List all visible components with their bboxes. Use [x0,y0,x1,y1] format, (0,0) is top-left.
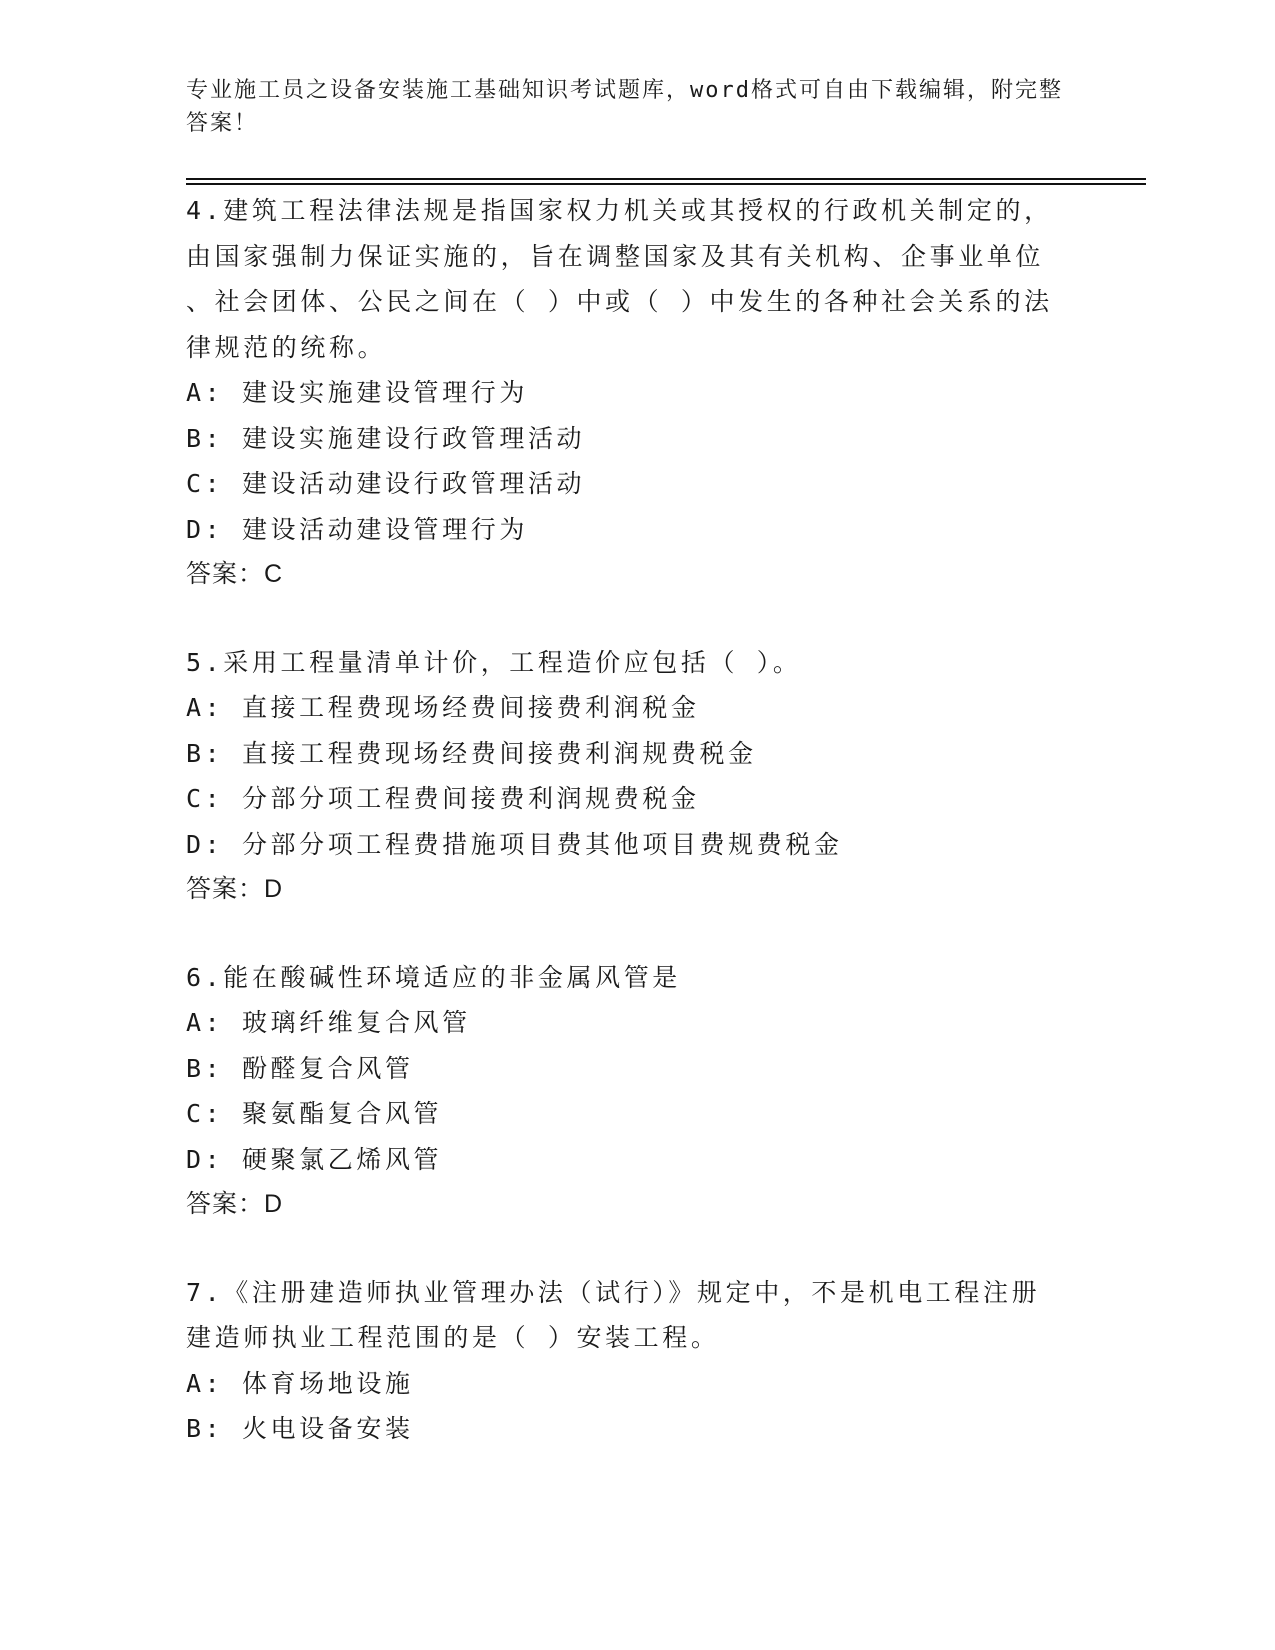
option-c: C: 分部分项工程费间接费利润规费税金 [186,784,700,813]
option-a: A: 体育场地设施 [186,1368,414,1398]
answer-label: 答案：D [186,1190,284,1218]
option-d: D: 建设活动建设管理行为 [186,514,528,544]
question-5 [186,640,1066,913]
document-header [186,74,1066,140]
option-a: A: 建设实施建设管理行为 [186,378,528,407]
question-text-line: 7.《注册建造师执业管理办法（试行）》规定中，不是机电工程注册 [186,1277,1041,1307]
option-b: B: 酚醛复合风管 [186,1053,414,1083]
question-text-line: 6.能在酸碱性环境适应的非金属风管是 [186,962,681,992]
question-text-line: 、社会团体、公民之间在（ ）中或（ ）中发生的各种社会关系的法 [186,287,1053,316]
option-b: B: 火电设备安装 [186,1414,414,1443]
answer-label: 答案：C [186,560,284,588]
question-text-line: 5.采用工程量清单计价，工程造价应包括（ ）。 [186,647,802,677]
header-text: 专业施工员之设备安装施工基础知识考试题库，word格式可自由下载编辑，附完整答案！ [186,78,1063,136]
question-text-line: 由国家强制力保证实施的，旨在调整国家及其有关机构、企事业单位 [186,241,1045,271]
question-text-line: 律规范的统称。 [186,332,387,362]
question-text-line: 4.建筑工程法律法规是指国家权力机关或其授权的行政机关制定的， [186,196,1053,225]
question-7 [186,1270,1066,1452]
option-a: A: 玻璃纤维复合风管 [186,1008,471,1037]
header-rule-bottom [186,183,1146,185]
header-rule-top [186,178,1146,180]
option-b: B: 直接工程费现场经费间接费利润规费税金 [186,738,757,768]
question-text-line: 建造师执业工程范围的是（ ）安装工程。 [186,1323,720,1352]
question-list [186,188,1066,1494]
question-6 [186,955,1066,1228]
option-b: B: 建设实施建设行政管理活动 [186,423,586,453]
question-4 [186,188,1066,598]
option-c: C: 建设活动建设行政管理活动 [186,469,586,498]
option-d: D: 硬聚氯乙烯风管 [186,1144,443,1174]
option-a: A: 直接工程费现场经费间接费利润税金 [186,693,700,722]
answer-label: 答案：D [186,875,284,903]
option-d: D: 分部分项工程费措施项目费其他项目费规费税金 [186,829,843,859]
option-c: C: 聚氨酯复合风管 [186,1099,443,1128]
